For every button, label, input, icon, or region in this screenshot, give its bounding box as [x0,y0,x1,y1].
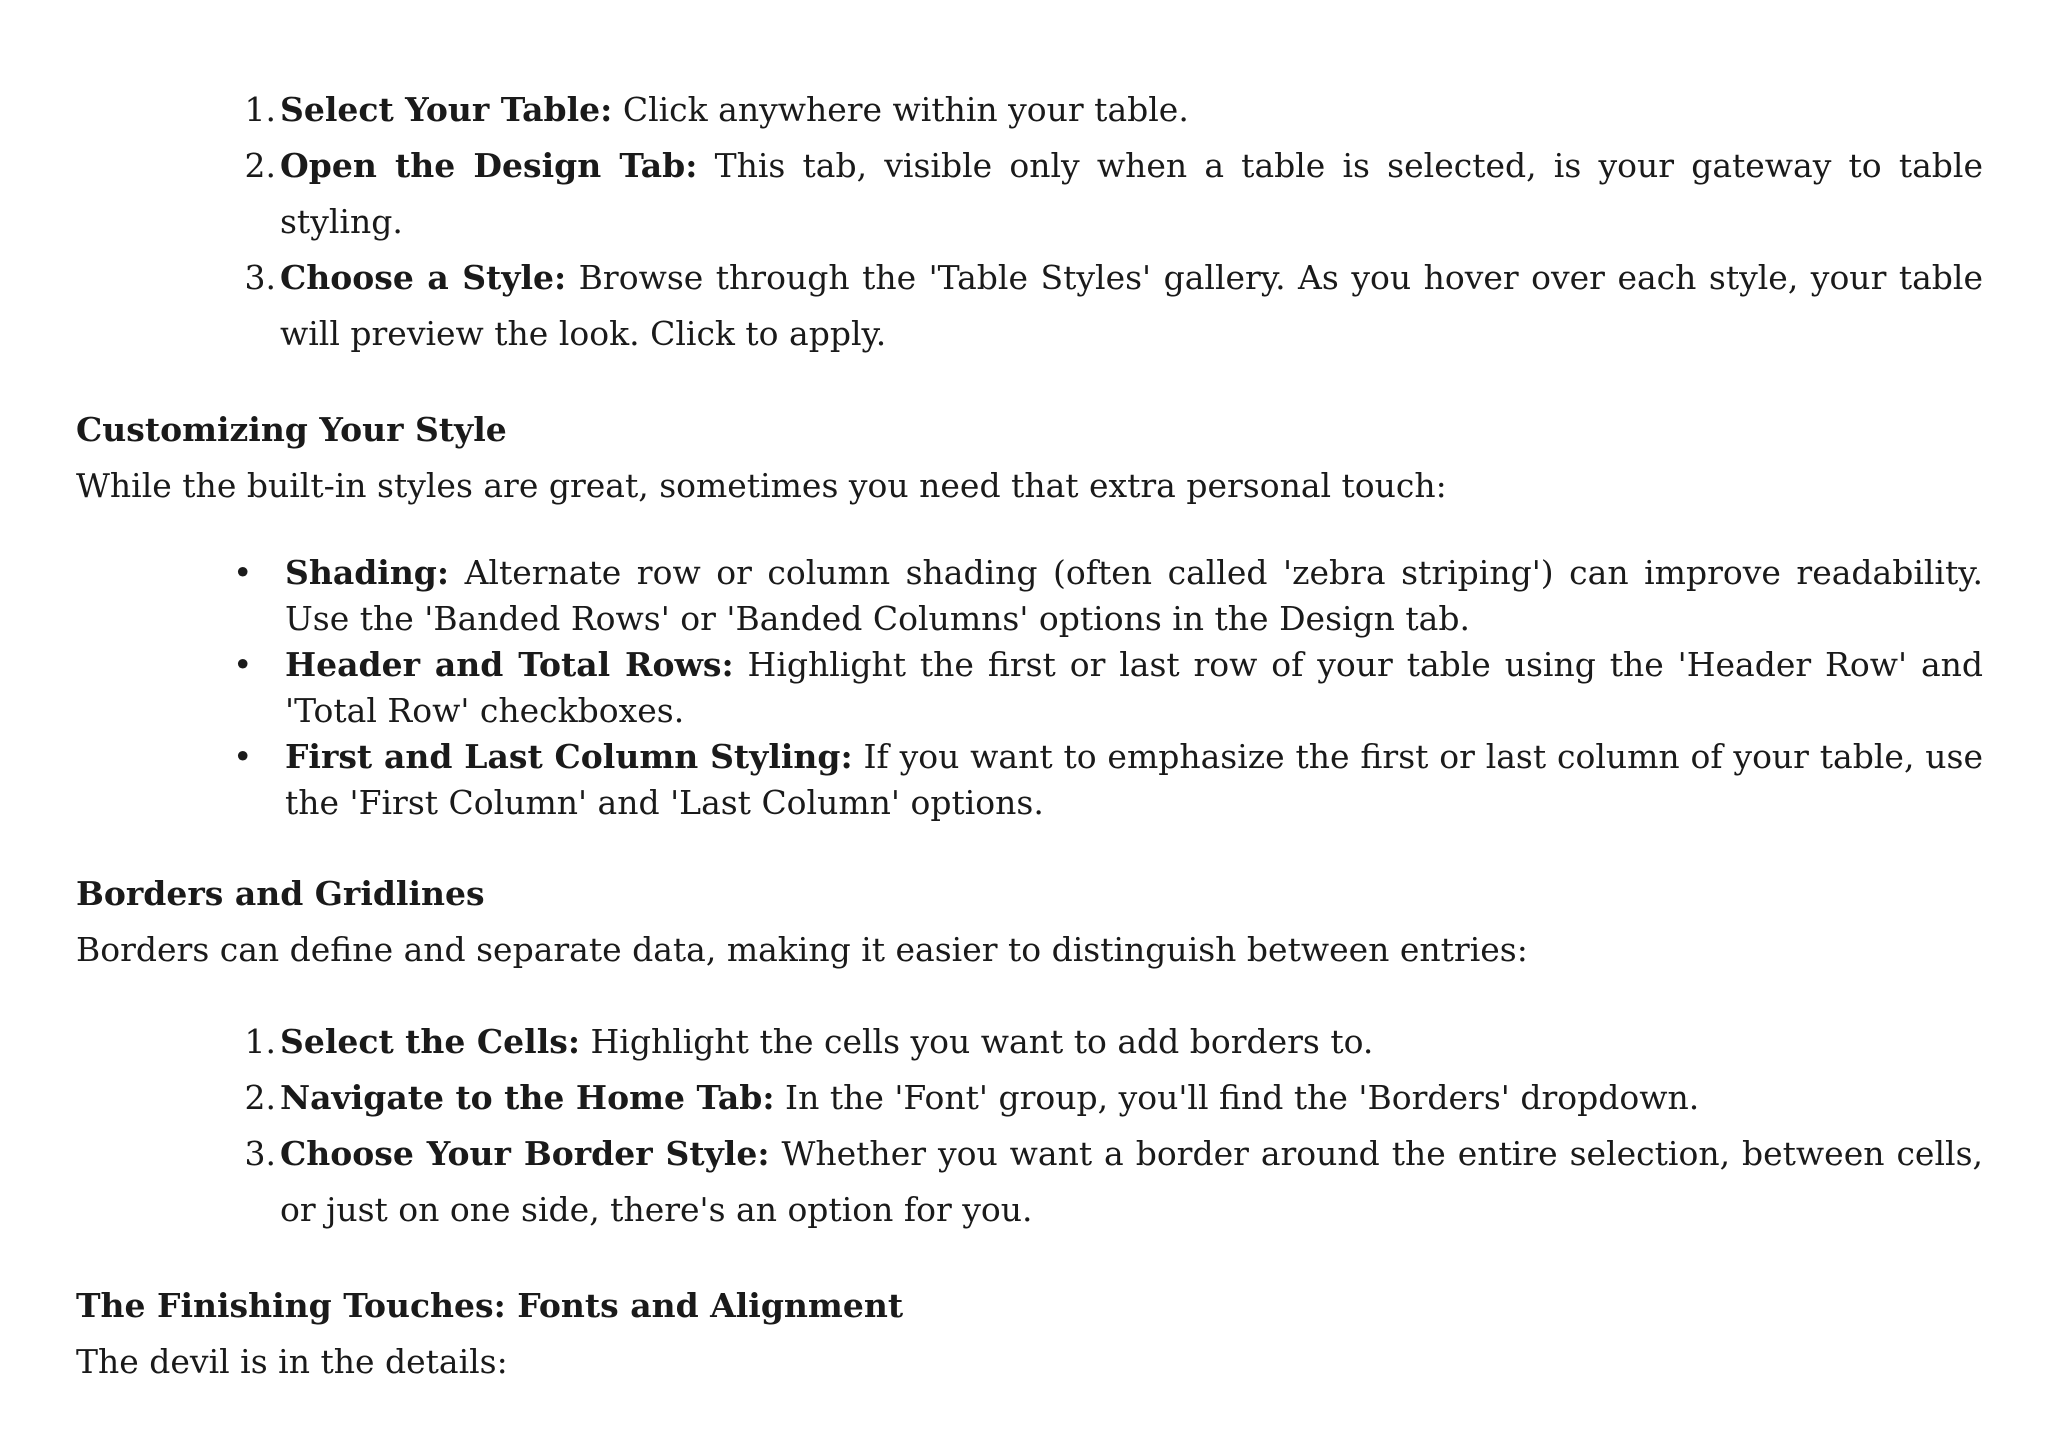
list-item [244,1070,1983,1126]
step-text: Browse through the 'Table Styles' gallery. As you hover over each style, your table will preview the look. Click to apply. [280,258,1983,353]
section-intro: While the built-in styles are great, sometimes you need that extra personal touch: [76,466,1447,505]
bullet-title: Shading: [285,553,450,592]
list-number: 1. [244,90,276,129]
step-title: Open the Design Tab: [280,146,698,185]
section-intro: Borders can define and separate data, making it easier to distinguish between entries: [76,930,1528,969]
step-title: Select Your Table: [280,90,613,129]
section-intro: The devil is in the details: [76,1342,508,1381]
list-item [244,138,1983,250]
step-text: Whether you want a border around the entire selection, between cells, or just on one side, there's an option for you. [280,1134,1983,1229]
bullet-icon: • [233,645,253,684]
step-text: Highlight the cells you want to add borders to. [580,1022,1374,1061]
list-number: 3. [244,1134,276,1173]
list-number: 3. [244,258,276,297]
customizing-bullets [76,550,1983,826]
list-item [244,82,1983,138]
section-heading: Borders and Gridlines [76,874,485,913]
step-title: Navigate to the Home Tab: [280,1078,775,1117]
bullet-text: Alternate row or column shading (often called 'zebra striping') can improve readability. Use the 'Banded Rows' or 'Banded Columns' options in the Design tab. [285,553,1983,638]
list-item [244,1126,1983,1238]
list-item [233,734,1983,826]
bullet-title: First and Last Column Styling: [285,737,853,776]
step-title: Choose Your Border Style: [280,1134,770,1173]
bullet-icon: • [233,553,253,592]
list-item [233,550,1983,642]
table-style-steps [76,82,1983,362]
section-heading: The Finishing Touches: Fonts and Alignment [76,1286,904,1325]
list-number: 1. [244,1022,276,1061]
section-heading: Customizing Your Style [76,410,507,449]
document-page [76,82,1983,1390]
list-item [233,642,1983,734]
step-text: In the 'Font' group, you'll find the 'Borders' dropdown. [774,1078,1700,1117]
step-text: This tab, visible only when a table is selected, is your gateway to table styling. [280,146,1983,241]
bullet-title: Header and Total Rows: [285,645,734,684]
list-item [244,1014,1983,1070]
bullet-icon: • [233,737,253,776]
bullet-text: Highlight the first or last row of your table using the 'Header Row' and 'Total Row' checkboxes. [285,645,1983,730]
list-number: 2. [244,1078,276,1117]
border-steps [76,1014,1983,1238]
step-title: Choose a Style: [280,258,567,297]
bullet-text: If you want to emphasize the first or last column of your table, use the 'First Column' and 'Last Column' options. [285,737,1983,822]
list-item [244,250,1983,362]
step-title: Select the Cells: [280,1022,580,1061]
list-number: 2. [244,146,276,185]
step-text: Click anywhere within your table. [612,90,1189,129]
